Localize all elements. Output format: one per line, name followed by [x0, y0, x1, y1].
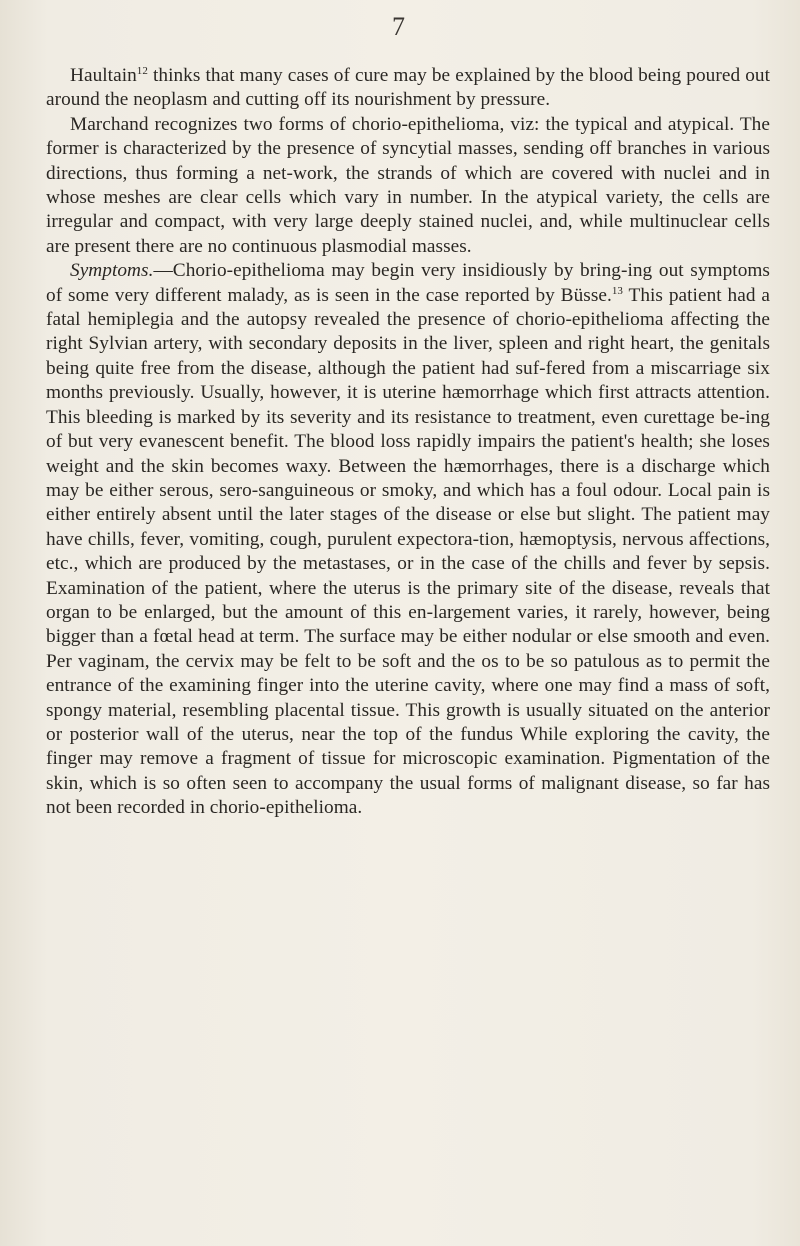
paragraph-marchand: [46, 113, 770, 259]
paragraph-text: Marchand recognizes two forms of chorio-epithelioma, viz: the typical and atypical. The former is characterized by the presence of syncytial masses, sending off branches in various directions, thus forming a net-work, the strands of which are covered with nuclei and in whose meshes are clear cells which vary in number. In the atypical variety, the cells are irregular and compact, with very large deeply stained nuclei, and, while multinuclear cells are present there are no continuous plasmodial masses.: [46, 113, 770, 257]
paragraph-text: Haultain: [70, 65, 137, 86]
paragraph-symptoms: [46, 259, 770, 820]
page-number: 7: [392, 12, 405, 41]
body-text: [46, 64, 770, 821]
paragraph-text: This patient had a fatal hemiplegia and the autopsy revealed the presence of chorio-epithelioma affecting the right Sylvian artery, with secondary deposits in the liver, spleen and right heart, the genitals being quite free from the disease, although the patient had suf-fered from a miscarriage six months previously. Usually, however, it is uterine hæmorrhage which first attracts attention. This bleeding is marked by its severity and its resistance to treatment, even curettage be-ing of but very evanescent benefit. The blood loss rapidly impairs the patient's health; she loses weight and the skin becomes waxy. Between the hæmorrhages, there is a discharge which may be either serous, sero-sanguineous or smoky, and which has a foul odour. Local pain is either entirely absent until the later stages of the disease or else but slight. The patient may have chills, fever, vomiting, cough, purulent expectora-tion, hæmoptysis, nervous affections, etc., which are produced by the metastases, or in the case of the chills and fever by sepsis. Examination of the patient, where the uterus is the primary site of the disease, reveals that organ to be enlarged, but the amount of this en-largement varies, it rarely, however, being bigger than a fœtal head at term. The surface may be either nodular or else smooth and even. Per vaginam, the cervix may be felt to be soft and the os to be so patulous as to permit the entrance of the examining finger into the uterine cavity, where one may find a mass of soft, spongy material, resembling placental tissue. This growth is usually situated on the anterior or posterior wall of the uterus, near the top of the fundus While exploring the cavity, the finger may remove a fragment of tissue for microscopic examination. Pigmentation of the skin, which is so often seen to accompany the usual forms of malignant disease, so far has not been recorded in chorio-epithelioma.: [46, 284, 770, 819]
section-heading-symptoms: Symptoms.: [70, 260, 154, 282]
paragraph-text: —Chorio-epithelioma may begin very insidiously by bring-ing out symptoms of some very different malady, as is seen in the case reported by Büsse.: [46, 260, 770, 306]
paragraph-haultain: [46, 64, 770, 113]
footnote-reference: 13: [611, 284, 623, 297]
paragraph-text: thinks that many cases of cure may be explained by the blood being poured out around the neoplasm and cutting off its nourishment by pressure.: [46, 65, 770, 111]
footnote-reference: 12: [136, 65, 148, 77]
